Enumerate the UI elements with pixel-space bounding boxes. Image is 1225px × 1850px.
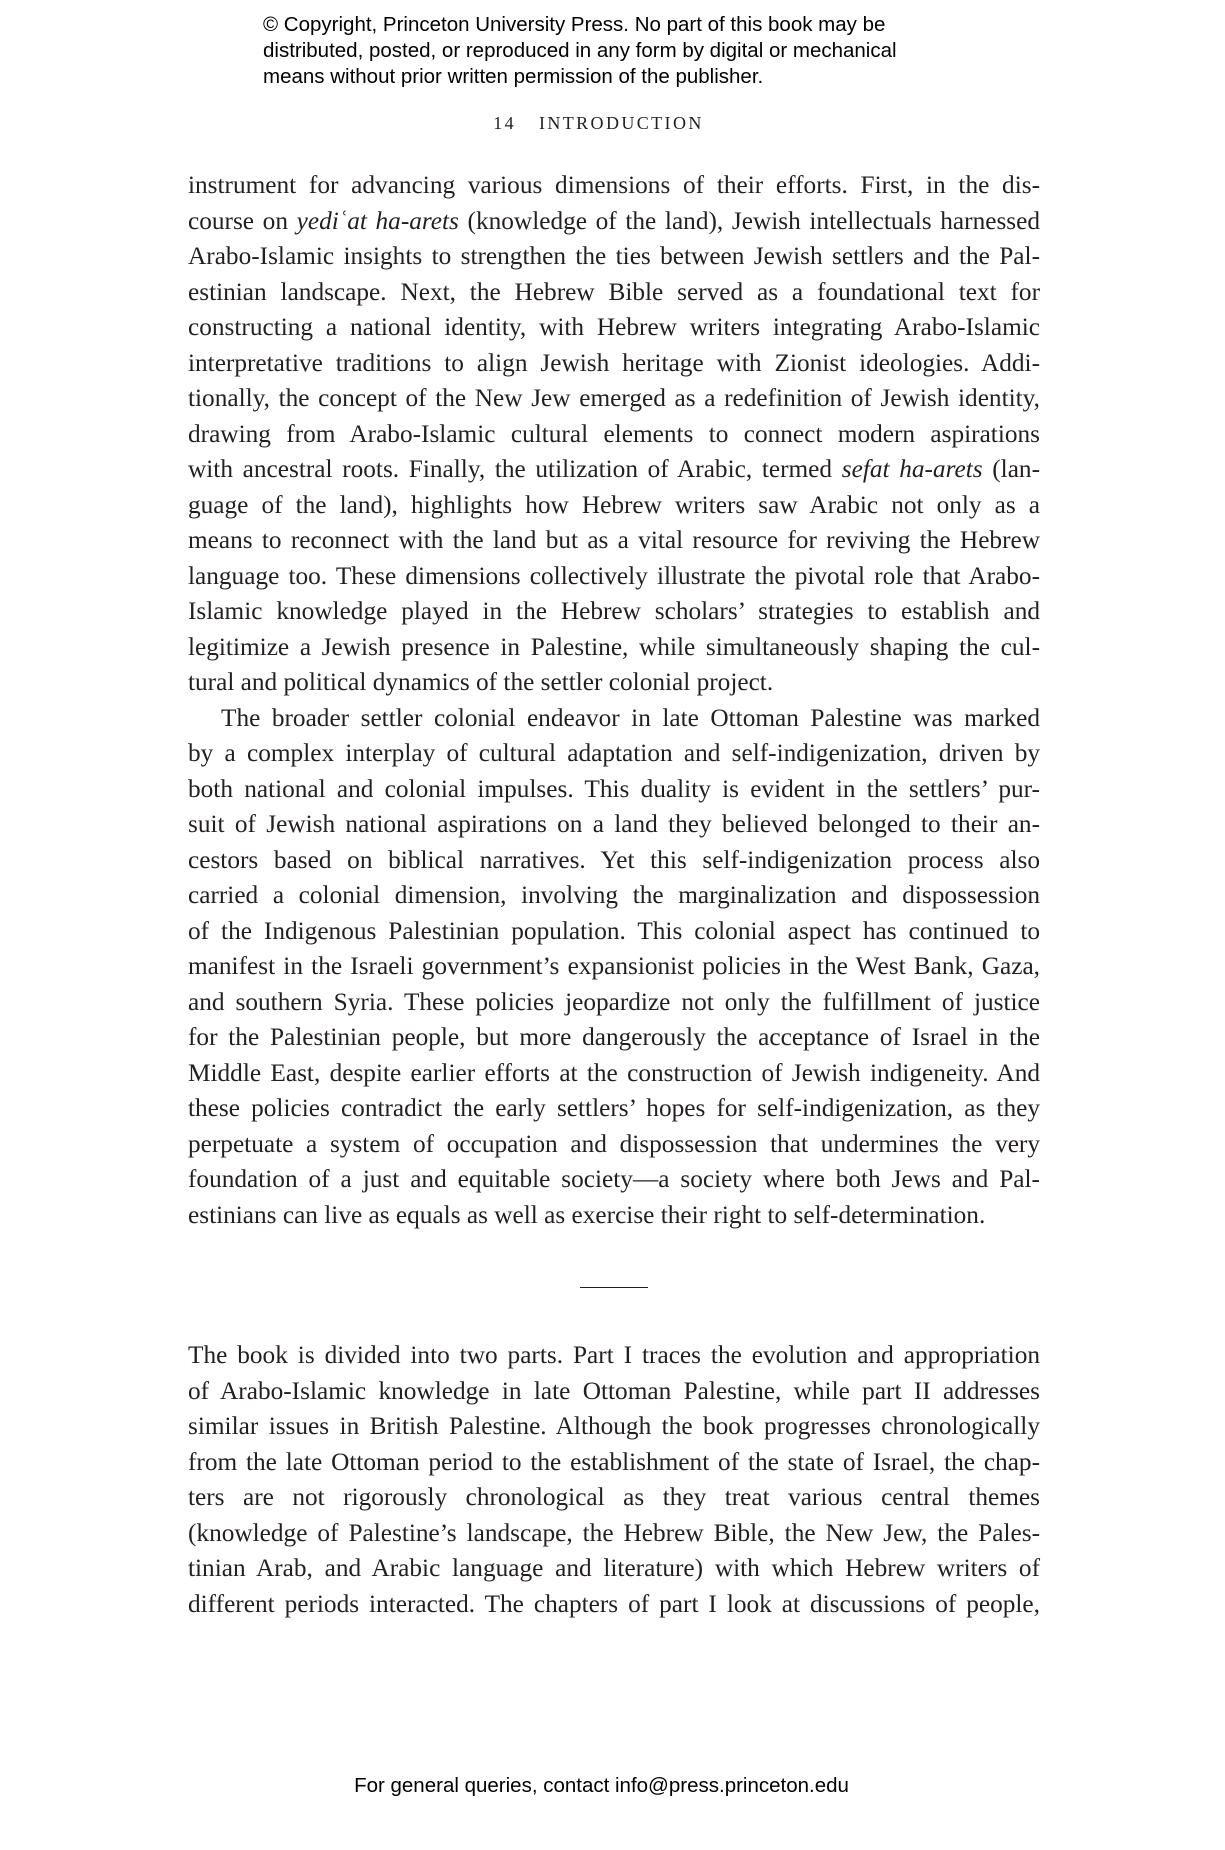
- section-separator-rule: [580, 1287, 648, 1288]
- body-text-section-1: [188, 168, 1040, 1233]
- text-line: instrument for advancing various dimensions of their efforts. First, in the dis-: [188, 171, 1040, 199]
- text-line: The broader settler colonial endeavor in late Ottoman Palestine was marked: [221, 703, 1040, 732]
- text-line: drawing from Arabo-Islamic cultural elements to connect modern aspirations: [188, 419, 1040, 448]
- text-line: guage of the land), highlights how Hebrew writers saw Arabic not only as a: [188, 490, 1040, 519]
- text-line: course on yediʿat ha-arets (knowledge of the land), Jewish intellectuals harnessed: [188, 206, 1041, 235]
- text-line: The book is divided into two parts. Part I traces the evolution and appropriation: [188, 1341, 1040, 1369]
- copyright-line: © Copyright, Princeton University Press. No part of this book may be: [263, 13, 886, 36]
- body-text-section-2: [188, 1338, 1040, 1622]
- text-line: of the Indigenous Palestinian population. This colonial aspect has continued to: [188, 916, 1040, 945]
- text-line: different periods interacted. The chapters of part I look at discussions of people,: [188, 1589, 1040, 1618]
- text-line: both national and colonial impulses. This duality is evident in the settlers’ pur-: [188, 774, 1040, 803]
- text-line: these policies contradict the early settlers’ hopes for self-indigenization, as they: [188, 1094, 1040, 1122]
- text-line: of Arabo-Islamic knowledge in late Ottoman Palestine, while part II addresses: [188, 1376, 1040, 1405]
- text-line: ters are not rigorously chronological as they treat various central themes: [188, 1483, 1040, 1511]
- text-line: estinians can live as equals as well as exercise their right to self-determination.: [188, 1200, 986, 1229]
- text-line: suit of Jewish national aspirations on a land they believed belonged to their an-: [188, 810, 1040, 838]
- text-line: Arabo-Islamic insights to strengthen the ties between Jewish settlers and the Pal-: [188, 242, 1040, 270]
- text-line: language too. These dimensions collectively illustrate the pivotal role that Arabo-: [188, 561, 1040, 590]
- italic-term: sefat ha-arets: [841, 455, 983, 483]
- copyright-line: distributed, posted, or reproduced in any form by digital or mechanical: [263, 39, 897, 62]
- text-line: legitimize a Jewish presence in Palestine, while simultaneously shaping the cul-: [188, 632, 1040, 661]
- italic-term: yediʿat ha-arets: [296, 206, 459, 235]
- copyright-line: means without prior written permission of the publisher.: [263, 65, 764, 88]
- running-head: [0, 113, 1211, 134]
- text-line: cestors based on biblical narratives. Yet this self-indigenization process also: [188, 845, 1040, 874]
- copyright-notice: [263, 12, 1023, 90]
- text-line: carried a colonial dimension, involving the marginalization and dispossession: [188, 881, 1040, 909]
- text-line: similar issues in British Palestine. Although the book progresses chronologically: [188, 1412, 1040, 1440]
- text-line: estinian landscape. Next, the Hebrew Bible served as a foundational text for: [188, 277, 1040, 306]
- text-line: manifest in the Israeli government’s expansionist policies in the West Bank, Gaza,: [188, 952, 1040, 980]
- text-line: from the late Ottoman period to the establishment of the state of Israel, the chap-: [188, 1447, 1040, 1476]
- text-line: and southern Syria. These policies jeopardize not only the fulfillment of justice: [188, 987, 1040, 1016]
- text-line: foundation of a just and equitable society—a society where both Jews and Pal-: [188, 1165, 1040, 1193]
- text-line: interpretative traditions to align Jewish heritage with Zionist ideologies. Addi-: [188, 348, 1040, 377]
- text-line: tinian Arab, and Arabic language and literature) with which Hebrew writers of: [188, 1554, 1040, 1582]
- text-line: with ancestral roots. Finally, the utilization of Arabic, termed sefat ha-arets (lan-: [188, 455, 1041, 483]
- text-line: Islamic knowledge played in the Hebrew scholars’ strategies to establish and: [188, 597, 1040, 625]
- text-line: means to reconnect with the land but as a vital resource for reviving the Hebrew: [188, 526, 1040, 554]
- text-line: by a complex interplay of cultural adaptation and self-indigenization, driven by: [188, 739, 1040, 767]
- running-head-title: INTRODUCTION: [538, 113, 704, 133]
- text-line: for the Palestinian people, but more dangerously the acceptance of Israel in the: [188, 1023, 1040, 1051]
- text-line: Middle East, despite earlier efforts at the construction of Jewish indigeneity. And: [188, 1058, 1040, 1087]
- text-line: (knowledge of Palestine’s landscape, the Hebrew Bible, the New Jew, the Pales-: [188, 1518, 1040, 1547]
- text-line: perpetuate a system of occupation and dispossession that undermines the very: [188, 1129, 1040, 1158]
- text-line: constructing a national identity, with Hebrew writers integrating Arabo-Islamic: [188, 313, 1040, 341]
- footer-contact: For general queries, contact info@press.princeton.edu: [354, 1774, 849, 1797]
- text-line: tionally, the concept of the New Jew emerged as a redefinition of Jewish identity,: [188, 384, 1040, 412]
- page-number: 14: [493, 113, 517, 133]
- text-line: tural and political dynamics of the settler colonial project.: [188, 668, 774, 696]
